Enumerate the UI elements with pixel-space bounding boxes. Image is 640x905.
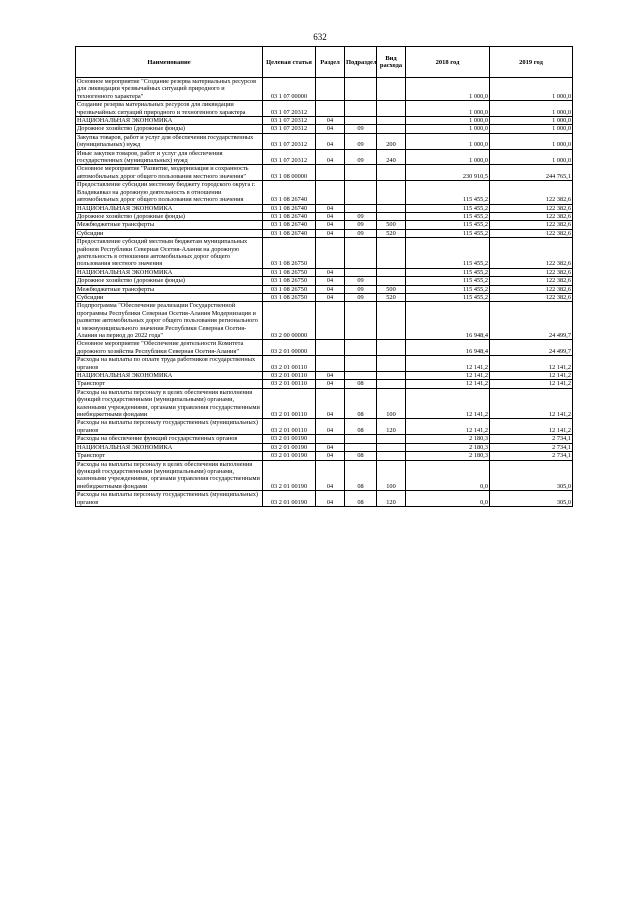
- row-target-article: 03 2 00 00000: [263, 302, 316, 340]
- table-row: [76, 101, 573, 117]
- row-amount-2019: 2 734,1: [490, 435, 573, 443]
- row-target-article: 03 1 08 26750: [263, 285, 316, 293]
- table-row: [76, 133, 573, 149]
- row-name: Субсидии: [76, 293, 263, 301]
- row-section: 04: [316, 388, 345, 419]
- row-amount-2018: 115 455,2: [406, 268, 490, 276]
- row-amount-2019: 1 000,0: [490, 101, 573, 117]
- row-amount-2018: 0,0: [406, 460, 490, 491]
- row-expense-type: [377, 165, 406, 181]
- table-row: [76, 117, 573, 125]
- row-amount-2019: 12 141,2: [490, 388, 573, 419]
- table-row: [76, 302, 573, 340]
- row-section: 04: [316, 380, 345, 388]
- row-name: Расходы на выплаты персоналу в целях обеспечения выполнения функций государственными (муниципальными) органами, казенными учреждениями, органами управления государственными внебюджетными фондами: [76, 388, 263, 419]
- row-expense-type: [377, 212, 406, 220]
- row-amount-2018: 1 000,0: [406, 117, 490, 125]
- row-section: 04: [316, 125, 345, 133]
- row-subsection: [345, 340, 377, 356]
- row-subsection: 08: [345, 388, 377, 419]
- table-row: [76, 285, 573, 293]
- row-subsection: 08: [345, 452, 377, 460]
- row-target-article: 03 1 08 00000: [263, 165, 316, 181]
- table-row: [76, 204, 573, 212]
- row-target-article: 03 2 01 00110: [263, 372, 316, 380]
- row-amount-2018: 16 948,4: [406, 340, 490, 356]
- row-section: 04: [316, 277, 345, 285]
- row-amount-2019: 122 382,6: [490, 204, 573, 212]
- row-amount-2018: 115 455,2: [406, 204, 490, 212]
- row-name: Предоставление субсидий местным бюджетам муниципальных районов Республики Северная Осетия-Алания на дорожную деятельность в отношении автомобильных дорог общего пользования местного значения: [76, 238, 263, 269]
- row-amount-2019: 1 000,0: [490, 78, 573, 101]
- row-name: НАЦИОНАЛЬНАЯ ЭКОНОМИКА: [76, 117, 263, 125]
- row-section: 04: [316, 491, 345, 507]
- row-name: Предоставление субсидии местному бюджету городского округа г. Владикавказ на дорожную деятельность в отношении автомобильных дорог общего пользования местного значения: [76, 181, 263, 204]
- row-subsection: [345, 204, 377, 212]
- row-section: 04: [316, 133, 345, 149]
- row-section: 04: [316, 443, 345, 451]
- row-section: [316, 78, 345, 101]
- table-row: [76, 238, 573, 269]
- row-name: Основное мероприятие "Обеспечение деятельности Комитета дорожного хозяйства Республики Северная Осетия-Алания": [76, 340, 263, 356]
- row-amount-2018: 16 948,4: [406, 302, 490, 340]
- row-amount-2018: 115 455,2: [406, 221, 490, 229]
- table-row: [76, 340, 573, 356]
- row-name: Основное мероприятие "Развитие, модернизация и сохранность автомобильных дорог общего пользования местного значения": [76, 165, 263, 181]
- row-section: 04: [316, 452, 345, 460]
- row-subsection: 09: [345, 212, 377, 220]
- row-target-article: 03 2 01 00110: [263, 419, 316, 435]
- row-amount-2019: 122 382,6: [490, 212, 573, 220]
- row-expense-type: 520: [377, 229, 406, 237]
- row-expense-type: 120: [377, 419, 406, 435]
- row-amount-2018: 12 141,2: [406, 356, 490, 372]
- row-amount-2019: 122 382,6: [490, 181, 573, 204]
- row-amount-2018: 115 455,2: [406, 285, 490, 293]
- table-row: [76, 491, 573, 507]
- row-section: 04: [316, 293, 345, 301]
- row-expense-type: [377, 277, 406, 285]
- row-amount-2018: 1 000,0: [406, 101, 490, 117]
- row-name: Межбюджетные трансферты: [76, 285, 263, 293]
- row-expense-type: [377, 101, 406, 117]
- row-expense-type: [377, 268, 406, 276]
- row-expense-type: [377, 443, 406, 451]
- row-amount-2019: 122 382,6: [490, 229, 573, 237]
- table-row: [76, 372, 573, 380]
- row-subsection: 09: [345, 277, 377, 285]
- header-section: Раздел: [316, 47, 345, 78]
- row-section: [316, 356, 345, 372]
- row-section: [316, 302, 345, 340]
- table-header-row: [76, 47, 573, 78]
- row-target-article: 03 2 01 00190: [263, 460, 316, 491]
- row-section: 04: [316, 229, 345, 237]
- row-expense-type: [377, 302, 406, 340]
- row-expense-type: [377, 452, 406, 460]
- row-section: [316, 101, 345, 117]
- table-row: [76, 268, 573, 276]
- row-amount-2018: 115 455,2: [406, 181, 490, 204]
- row-target-article: 03 1 07 20312: [263, 133, 316, 149]
- row-name: Межбюджетные трансферты: [76, 221, 263, 229]
- row-expense-type: [377, 78, 406, 101]
- row-target-article: 03 2 01 00000: [263, 340, 316, 356]
- row-name: Основное мероприятие "Создание резерва материальных ресурсов для ликвидации чрезвычайных ситуаций природного и техногенного характера": [76, 78, 263, 101]
- row-amount-2019: 24 499,7: [490, 340, 573, 356]
- row-amount-2019: 1 000,0: [490, 125, 573, 133]
- row-name: Расходы на выплаты персоналу государственных (муниципальных) органов: [76, 491, 263, 507]
- row-target-article: 03 1 08 26740: [263, 204, 316, 212]
- table-row: [76, 181, 573, 204]
- row-name: Расходы на выплаты персоналу государственных (муниципальных) органов: [76, 419, 263, 435]
- row-name: НАЦИОНАЛЬНАЯ ЭКОНОМИКА: [76, 443, 263, 451]
- row-expense-type: 240: [377, 149, 406, 165]
- row-section: 04: [316, 285, 345, 293]
- row-subsection: [345, 181, 377, 204]
- row-target-article: 03 1 08 26740: [263, 181, 316, 204]
- row-section: 04: [316, 204, 345, 212]
- row-amount-2019: 305,0: [490, 460, 573, 491]
- row-name: Транспорт: [76, 452, 263, 460]
- row-amount-2019: 1 000,0: [490, 149, 573, 165]
- table-row: [76, 435, 573, 443]
- row-name: Иные закупки товаров, работ и услуг для обеспечения государственных (муниципальных) нужд: [76, 149, 263, 165]
- row-subsection: 08: [345, 419, 377, 435]
- row-section: 04: [316, 212, 345, 220]
- row-target-article: 03 2 01 00190: [263, 452, 316, 460]
- row-subsection: 09: [345, 229, 377, 237]
- row-section: 04: [316, 372, 345, 380]
- row-amount-2019: 2 734,1: [490, 443, 573, 451]
- table-row: [76, 460, 573, 491]
- row-expense-type: [377, 340, 406, 356]
- row-amount-2018: 2 180,3: [406, 452, 490, 460]
- row-name: Дорожное хозяйство (дорожные фонды): [76, 277, 263, 285]
- row-amount-2019: 1 000,0: [490, 133, 573, 149]
- row-target-article: 03 1 07 20312: [263, 125, 316, 133]
- row-amount-2018: 12 141,2: [406, 372, 490, 380]
- table-body: [76, 78, 573, 507]
- table-row: [76, 380, 573, 388]
- row-name: НАЦИОНАЛЬНАЯ ЭКОНОМИКА: [76, 372, 263, 380]
- row-expense-type: [377, 117, 406, 125]
- table-row: [76, 212, 573, 220]
- row-amount-2019: 122 382,6: [490, 293, 573, 301]
- row-amount-2018: 2 180,3: [406, 443, 490, 451]
- row-subsection: [345, 117, 377, 125]
- row-target-article: 03 1 08 26750: [263, 238, 316, 269]
- row-amount-2018: 2 180,3: [406, 435, 490, 443]
- row-name: Субсидии: [76, 229, 263, 237]
- row-subsection: [345, 443, 377, 451]
- row-amount-2019: 12 141,2: [490, 356, 573, 372]
- row-amount-2018: 115 455,2: [406, 212, 490, 220]
- row-target-article: 03 1 07 00000: [263, 78, 316, 101]
- row-target-article: 03 1 07 20312: [263, 117, 316, 125]
- row-name: Расходы на выплаты персоналу в целях обеспечения выполнения функций государственными (муниципальными) органами, казенными учреждениями, органами управления государственными внебюджетными фондами: [76, 460, 263, 491]
- row-section: [316, 181, 345, 204]
- row-expense-type: [377, 356, 406, 372]
- row-target-article: 03 1 07 20312: [263, 101, 316, 117]
- row-name: Дорожное хозяйство (дорожные фонды): [76, 212, 263, 220]
- header-subsection: Подраздел: [345, 47, 377, 78]
- table-row: [76, 78, 573, 101]
- row-subsection: 09: [345, 149, 377, 165]
- row-subsection: [345, 238, 377, 269]
- row-expense-type: 200: [377, 133, 406, 149]
- table-row: [76, 356, 573, 372]
- row-expense-type: [377, 125, 406, 133]
- page-number: 632: [313, 32, 327, 42]
- row-amount-2018: 115 455,2: [406, 238, 490, 269]
- row-section: 04: [316, 460, 345, 491]
- row-expense-type: 500: [377, 221, 406, 229]
- row-target-article: 03 1 08 26750: [263, 268, 316, 276]
- row-name: Подпрограмма "Обеспечение реализации Государственной программы Республики Северная Осетия-Алания Модернизация и развитие автомобильных дорог общего пользования регионального и межмуниципального значения Республики Северная Осетия-Алания на период до 2022 года": [76, 302, 263, 340]
- row-expense-type: [377, 181, 406, 204]
- row-section: [316, 435, 345, 443]
- table-row: [76, 388, 573, 419]
- table-row: [76, 149, 573, 165]
- table-row: [76, 221, 573, 229]
- row-subsection: 08: [345, 380, 377, 388]
- row-amount-2019: 122 382,6: [490, 238, 573, 269]
- row-section: 04: [316, 268, 345, 276]
- row-amount-2019: 122 382,6: [490, 277, 573, 285]
- row-amount-2019: 244 765,1: [490, 165, 573, 181]
- row-subsection: 08: [345, 460, 377, 491]
- row-target-article: 03 2 01 00190: [263, 443, 316, 451]
- row-name: Создание резерва материальных ресурсов для ликвидации чрезвычайных ситуаций природного и техногенного характера: [76, 101, 263, 117]
- row-subsection: 09: [345, 125, 377, 133]
- row-target-article: 03 1 08 26740: [263, 229, 316, 237]
- row-target-article: 03 2 01 00190: [263, 491, 316, 507]
- row-section: 04: [316, 221, 345, 229]
- row-amount-2018: 0,0: [406, 491, 490, 507]
- row-expense-type: 120: [377, 491, 406, 507]
- row-target-article: 03 2 01 00110: [263, 380, 316, 388]
- row-subsection: [345, 356, 377, 372]
- row-amount-2019: 12 141,2: [490, 372, 573, 380]
- header-year-2019: 2019 год: [490, 47, 573, 78]
- row-section: [316, 340, 345, 356]
- row-target-article: 03 2 01 00110: [263, 356, 316, 372]
- row-section: 04: [316, 419, 345, 435]
- row-name: НАЦИОНАЛЬНАЯ ЭКОНОМИКА: [76, 204, 263, 212]
- table-row: [76, 277, 573, 285]
- budget-table: [75, 46, 573, 507]
- row-name: Расходы на обеспечение функций государственных органов: [76, 435, 263, 443]
- row-amount-2019: 1 000,0: [490, 117, 573, 125]
- row-expense-type: 100: [377, 388, 406, 419]
- row-target-article: 03 1 08 26750: [263, 293, 316, 301]
- row-amount-2018: 230 910,5: [406, 165, 490, 181]
- row-subsection: 08: [345, 491, 377, 507]
- row-section: [316, 165, 345, 181]
- table-row: [76, 293, 573, 301]
- row-amount-2018: 115 455,2: [406, 277, 490, 285]
- row-target-article: 03 1 08 26750: [263, 277, 316, 285]
- row-section: 04: [316, 149, 345, 165]
- row-section: 04: [316, 117, 345, 125]
- table-row: [76, 229, 573, 237]
- row-section: [316, 238, 345, 269]
- row-amount-2018: 115 455,2: [406, 229, 490, 237]
- header-expense-type: Вид расхода: [377, 47, 406, 78]
- row-amount-2019: 305,0: [490, 491, 573, 507]
- row-subsection: 09: [345, 285, 377, 293]
- row-amount-2018: 12 141,2: [406, 380, 490, 388]
- row-expense-type: [377, 372, 406, 380]
- row-amount-2019: 2 734,1: [490, 452, 573, 460]
- row-amount-2018: 12 141,2: [406, 419, 490, 435]
- row-amount-2018: 1 000,0: [406, 149, 490, 165]
- table-row: [76, 452, 573, 460]
- table-row: [76, 165, 573, 181]
- row-expense-type: [377, 238, 406, 269]
- row-amount-2019: 12 141,2: [490, 380, 573, 388]
- row-name: Транспорт: [76, 380, 263, 388]
- table-row: [76, 443, 573, 451]
- row-subsection: 09: [345, 133, 377, 149]
- row-expense-type: [377, 380, 406, 388]
- row-name: НАЦИОНАЛЬНАЯ ЭКОНОМИКА: [76, 268, 263, 276]
- row-subsection: 09: [345, 293, 377, 301]
- row-expense-type: [377, 435, 406, 443]
- row-amount-2019: 122 382,6: [490, 268, 573, 276]
- header-name: Наименование: [76, 47, 263, 78]
- row-amount-2018: 115 455,2: [406, 293, 490, 301]
- header-target-article: Целевая статья: [263, 47, 316, 78]
- table-row: [76, 125, 573, 133]
- row-subsection: [345, 372, 377, 380]
- row-amount-2019: 122 382,6: [490, 221, 573, 229]
- row-expense-type: 520: [377, 293, 406, 301]
- table-row: [76, 419, 573, 435]
- row-subsection: [345, 302, 377, 340]
- row-subsection: [345, 78, 377, 101]
- row-subsection: [345, 165, 377, 181]
- row-expense-type: 100: [377, 460, 406, 491]
- row-amount-2018: 12 141,2: [406, 388, 490, 419]
- row-target-article: 03 2 01 00190: [263, 435, 316, 443]
- row-amount-2019: 122 382,6: [490, 285, 573, 293]
- row-target-article: 03 1 08 26740: [263, 212, 316, 220]
- row-name: Закупка товаров, работ и услуг для обеспечения государственных (муниципальных) нужд: [76, 133, 263, 149]
- row-expense-type: [377, 204, 406, 212]
- row-amount-2018: 1 000,0: [406, 78, 490, 101]
- row-amount-2018: 1 000,0: [406, 125, 490, 133]
- row-amount-2019: 24 499,7: [490, 302, 573, 340]
- header-year-2018: 2018 год: [406, 47, 490, 78]
- row-subsection: [345, 268, 377, 276]
- row-name: Расходы на выплаты по оплате труда работников государственных органов: [76, 356, 263, 372]
- row-target-article: 03 1 08 26740: [263, 221, 316, 229]
- row-expense-type: 500: [377, 285, 406, 293]
- row-subsection: 09: [345, 221, 377, 229]
- row-subsection: [345, 435, 377, 443]
- row-target-article: 03 1 07 20312: [263, 149, 316, 165]
- row-name: Дорожное хозяйство (дорожные фонды): [76, 125, 263, 133]
- row-target-article: 03 2 01 00110: [263, 388, 316, 419]
- row-subsection: [345, 101, 377, 117]
- row-amount-2018: 1 000,0: [406, 133, 490, 149]
- row-amount-2019: 12 141,2: [490, 419, 573, 435]
